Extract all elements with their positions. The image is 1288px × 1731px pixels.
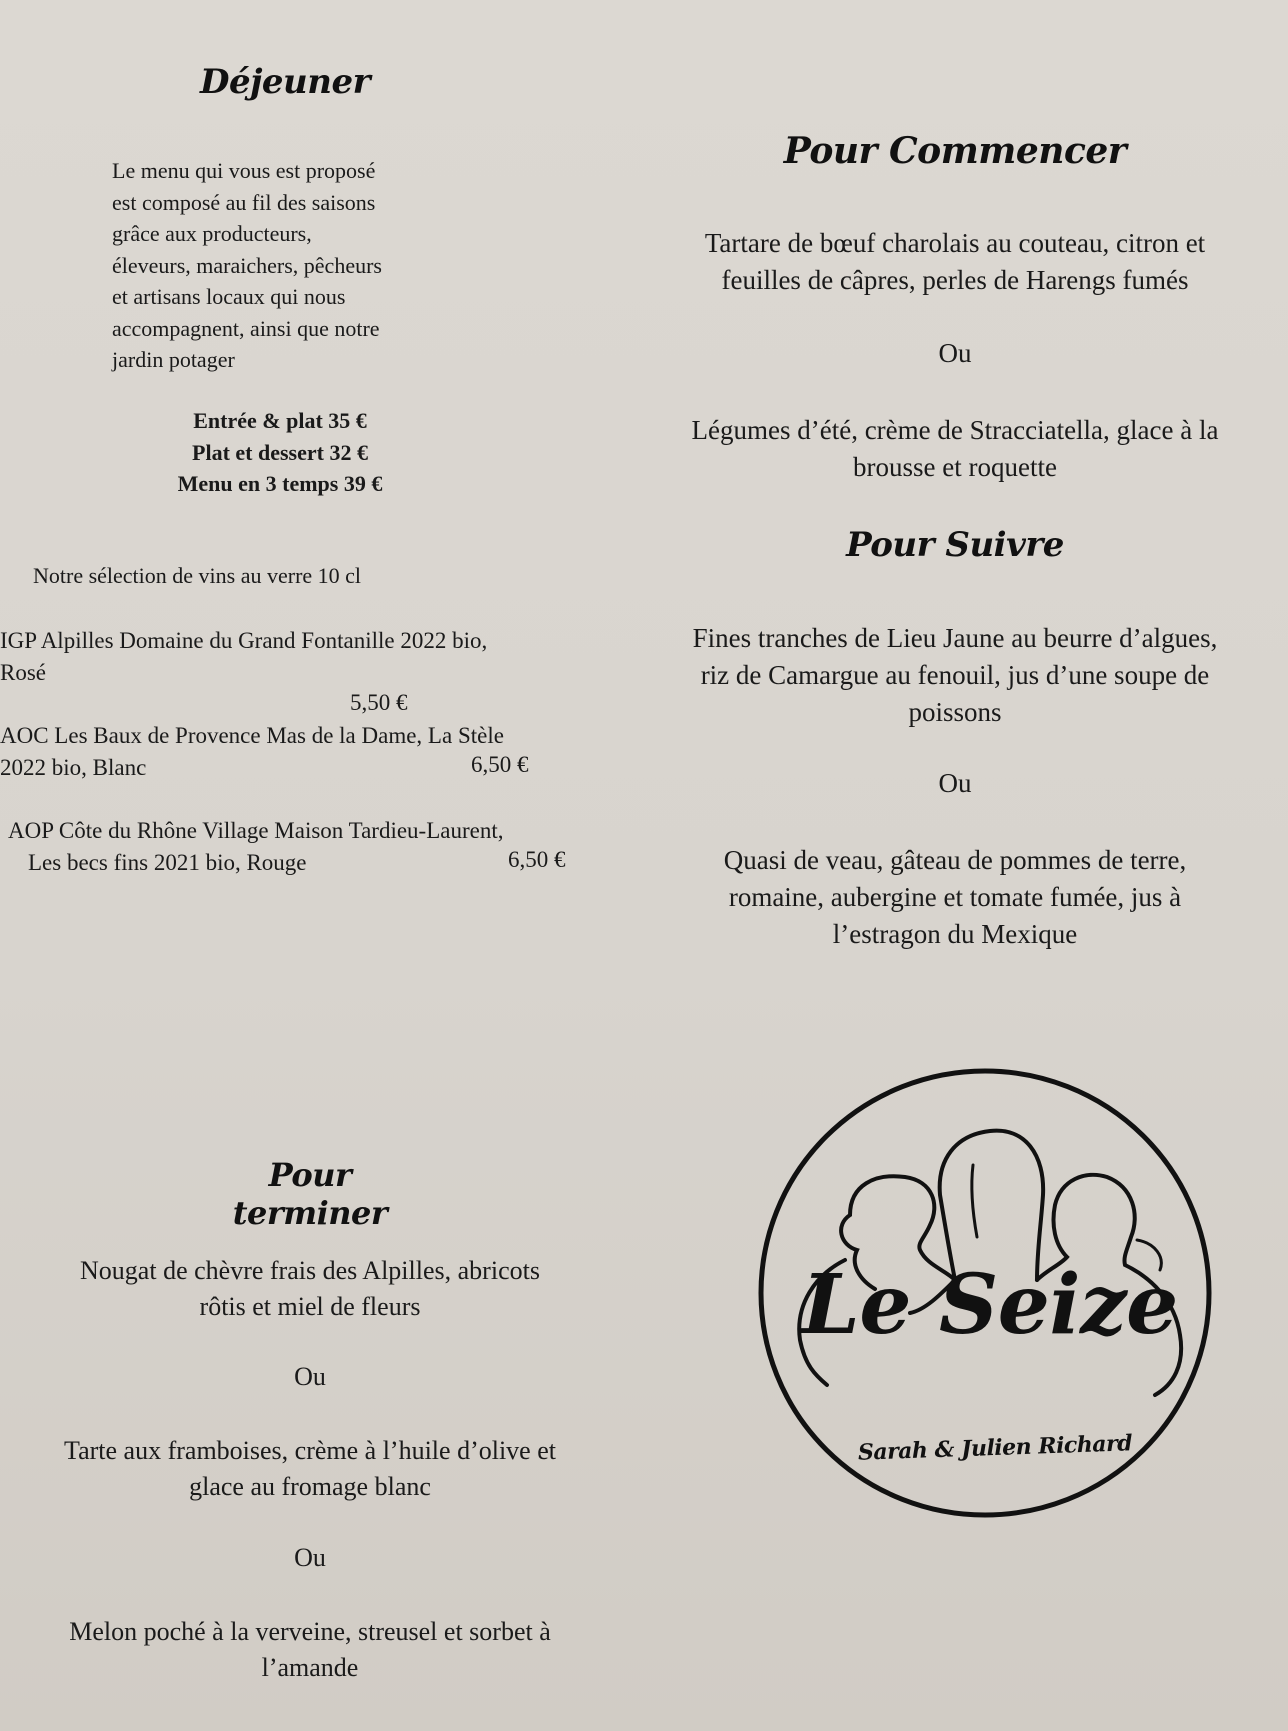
or-separator: Ou [938,338,972,368]
logo-name: Le Seize [802,1257,1178,1353]
dessert-item [0,1614,620,1686]
main-line: riz de Camargue au fenouil, jus d’une soupe de [700,660,1210,690]
intro-line: jardin potager [112,347,235,372]
price-plat-dessert: Plat et dessert 32 € [192,439,368,465]
wine-price: 6,50 € [471,752,529,777]
wine-name: IGP Alpilles Domaine du Grand Fontanille 2022 bio, [0,628,488,653]
intro-line: accompagnent, ainsi que notre [112,315,380,341]
dejeuner-title: Déjeuner [200,62,371,102]
dessert-line: Nougat de chèvre frais des Alpilles, abricots [80,1256,540,1285]
dessert-title: Pour terminer [232,1156,388,1232]
starter-title: Pour Commencer [783,130,1127,172]
dessert-line: l’amande [261,1653,359,1682]
main-line: Quasi de veau, gâteau de pommes de terre, [723,845,1187,875]
starter-line: Légumes d’été, crème de Stracciatella, glace à la [691,415,1219,445]
starter-item [640,225,1270,299]
main-line: Fines tranches de Lieu Jaune au beurre d’algues, [692,623,1218,653]
wine-price: 5,50 € [350,690,408,715]
dessert-item [0,1253,620,1325]
intro-line: éleveurs, maraichers, pêcheurs [112,252,382,278]
main-title: Pour Suivre [846,525,1064,565]
main-item [640,842,1270,953]
dessert-line: Melon poché à la verveine, streusel et sorbet à [69,1617,551,1646]
wine-name: AOC Les Baux de Provence Mas de la Dame, La Stèle [0,723,504,748]
restaurant-logo [755,1065,1215,1520]
price-menu-3-temps: Menu en 3 temps 39 € [177,471,383,496]
wine-price: 6,50 € [508,847,566,872]
or-separator: Ou [294,1543,326,1572]
starter-line: Tartare de bœuf charolais au couteau, citron et [704,228,1206,258]
wine-selection-title: Notre sélection de vins au verre 10 cl [33,563,362,588]
main-item [640,620,1270,731]
wine-name: AOP Côte du Rhône Village Maison Tardieu-Laurent, [8,818,504,843]
wine-item [0,625,620,689]
intro-line: est composé au fil des saisons [112,189,376,215]
dessert-line: glace au fromage blanc [189,1472,431,1501]
price-list [130,405,430,500]
starter-line: feuilles de câpres, perles de Harengs fumés [721,265,1189,295]
intro-line: et artisans locaux qui nous [112,284,346,309]
logo-owners: Sarah & Julien Richard [857,1430,1133,1466]
intro-line: Le menu qui vous est proposé [112,158,376,183]
main-line: l’estragon du Mexique [832,919,1078,949]
wine-detail: Rosé [0,660,46,685]
wine-detail: 2022 bio, Blanc [0,755,147,780]
dessert-line: Tarte aux framboises, crème à l’huile d’olive et [64,1436,556,1465]
dessert-item [0,1433,620,1505]
or-separator: Ou [294,1362,326,1391]
intro-text [112,155,472,376]
starter-item [640,412,1270,486]
starter-line: brousse et roquette [853,452,1057,482]
dessert-line: rôtis et miel de fleurs [199,1292,421,1321]
intro-line: grâce aux producteurs, [112,221,312,246]
main-line: romaine, aubergine et tomate fumée, jus à [728,882,1182,912]
main-line: poissons [908,697,1002,727]
wine-detail: Les becs fins 2021 bio, Rouge [28,850,307,875]
price-entree-plat: Entrée & plat 35 € [193,408,367,433]
or-separator: Ou [938,768,972,798]
